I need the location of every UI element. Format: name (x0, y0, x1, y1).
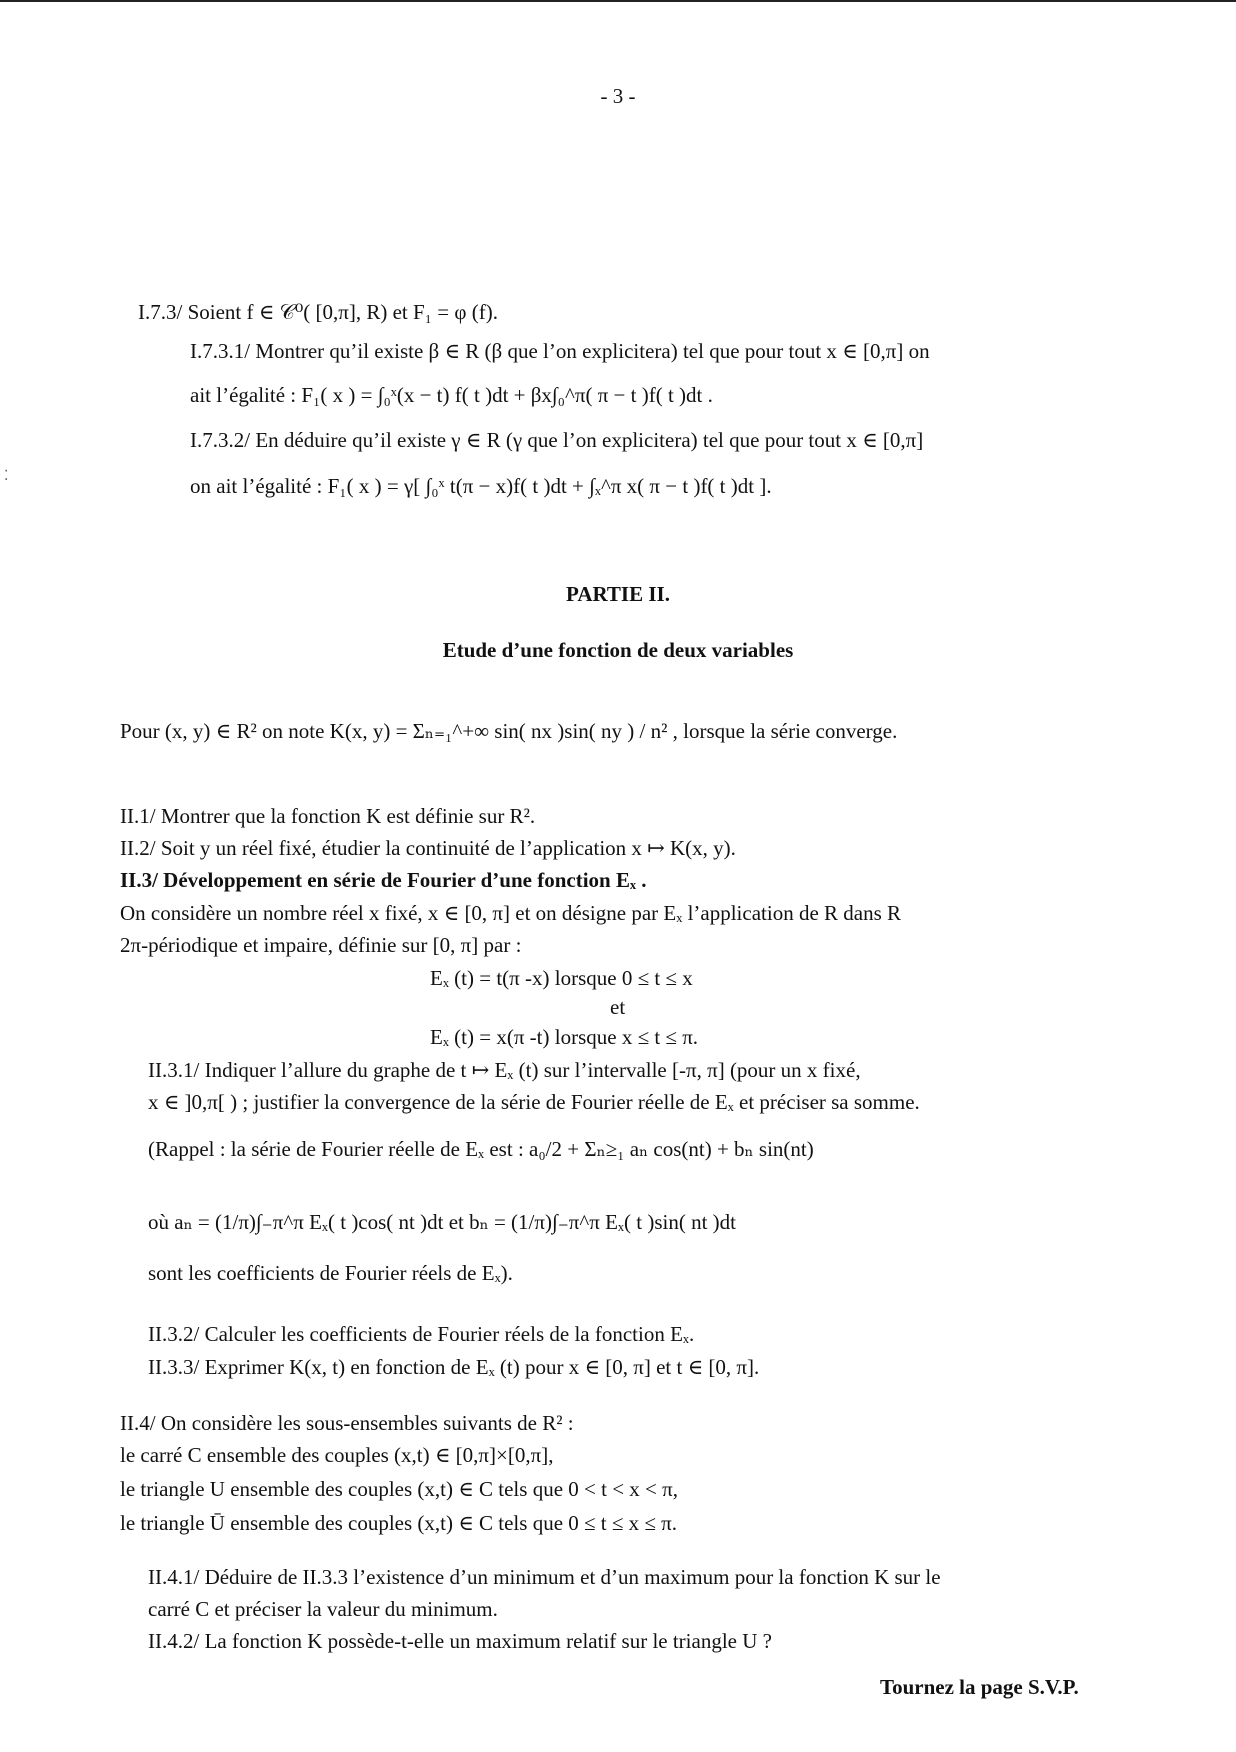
question-ii-3-1: II.3.1/ Indiquer l’allure du graphe de t ↦ Eₓ (t) sur l’intervalle [-π, π] (pour un x fixé, (148, 1058, 861, 1082)
set-triangle-u-closure: le triangle Ū ensemble des couples (x,t) ∈ C tels que 0 ≤ t ≤ x ≤ π. (120, 1511, 678, 1535)
word-et: et (610, 995, 626, 1019)
equation-f1-beta: ait l’égalité : F₁( x ) = ∫₀ˣ(x − t) f( t )dt + βx∫₀^π( π − t )f( t )dt . (190, 383, 713, 407)
question-i-7-3-2: I.7.3.2/ En déduire qu’il existe γ ∈ R (γ que l’on explicitera) tel que pour tout x ∈ [0,π] (190, 428, 924, 452)
page-top-border (0, 0, 1236, 2)
fourier-reminder-end: sont les coefficients de Fourier réels de Eₓ). (148, 1261, 513, 1285)
question-ii-4-1: II.4.1/ Déduire de II.3.3 l’existence d’un minimum et d’un maximum pour la fonction K sur le (148, 1565, 941, 1589)
fourier-coefficients: où aₙ = (1/π)∫₋π^π Eₓ( t )cos( nt )dt et bₙ = (1/π)∫₋π^π Eₓ( t )sin( nt )dt (148, 1210, 737, 1234)
question-ii-3-2: II.3.2/ Calculer les coefficients de Fourier réels de la fonction Eₓ. (148, 1322, 695, 1346)
question-ii-3-3: II.3.3/ Exprimer K(x, t) en fonction de Eₓ (t) pour x ∈ [0, π] et t ∈ [0, π]. (148, 1355, 760, 1379)
question-ii-4-1-cont: carré C et préciser la valeur du minimum. (148, 1597, 498, 1621)
paragraph-ex-def-2: 2π-périodique et impaire, définie sur [0, π] par : (120, 933, 522, 957)
question-ii-4-2: II.4.2/ La fonction K possède-t-elle un maximum relatif sur le triangle U ? (148, 1629, 772, 1653)
part-subtitle: Etude d’une fonction de deux variables (442, 638, 794, 662)
paragraph-ex-def-1: On considère un nombre réel x fixé, x ∈ [0, π] et on désigne par Eₓ l’application de R dans R (120, 901, 902, 925)
question-i-7-3: I.7.3/ Soient f ∈ 𝒞⁰( [0,π], R) et F₁ = φ (f). (138, 300, 498, 324)
set-square-c: le carré C ensemble des couples (x,t) ∈ [0,π]×[0,π], (120, 1443, 554, 1467)
equation-ex-case-2: Eₓ (t) = x(π -t) lorsque x ≤ t ≤ π. (430, 1025, 699, 1049)
page-number: - 3 - (600, 84, 636, 108)
set-triangle-u: le triangle U ensemble des couples (x,t) ∈ C tels que 0 < t < x < π, (120, 1477, 678, 1501)
question-ii-2: II.2/ Soit y un réel fixé, étudier la continuité de l’application x ↦ K(x, y). (120, 836, 736, 860)
question-ii-3-1-cont: x ∈ ]0,π[ ) ; justifier la convergence de la série de Fourier réelle de Eₓ et préciser sa somme. (148, 1090, 920, 1114)
margin-mark: ⁚ (4, 469, 9, 484)
fourier-reminder: (Rappel : la série de Fourier réelle de Eₓ est : a₀/2 + Σₙ≥₁ aₙ cos(nt) + bₙ sin(nt) (148, 1137, 814, 1161)
question-i-7-3-1: I.7.3.1/ Montrer qu’il existe β ∈ R (β que l’on explicitera) tel que pour tout x ∈ [0,π] on (190, 339, 930, 363)
question-ii-4: II.4/ On considère les sous-ensembles suivants de R² : (120, 1411, 574, 1435)
definition-k: Pour (x, y) ∈ R² on note K(x, y) = Σₙ₌₁^+∞ sin( nx )sin( ny ) / n² , lorsque la série converge. (120, 719, 898, 743)
equation-f1-gamma: on ait l’égalité : F₁( x ) = γ[ ∫₀ˣ t(π − x)f( t )dt + ∫ₓ^π x( π − t )f( t )dt ]. (190, 474, 772, 498)
equation-ex-case-1: Eₓ (t) = t(π -x) lorsque 0 ≤ t ≤ x (430, 966, 693, 990)
question-ii-1: II.1/ Montrer que la fonction K est définie sur R². (120, 804, 536, 828)
footer-turn-page: Tournez la page S.V.P. (880, 1675, 1079, 1699)
question-ii-3-heading: II.3/ Développement en série de Fourier d’une fonction Eₓ . (120, 868, 647, 892)
part-title: PARTIE II. (566, 582, 670, 606)
